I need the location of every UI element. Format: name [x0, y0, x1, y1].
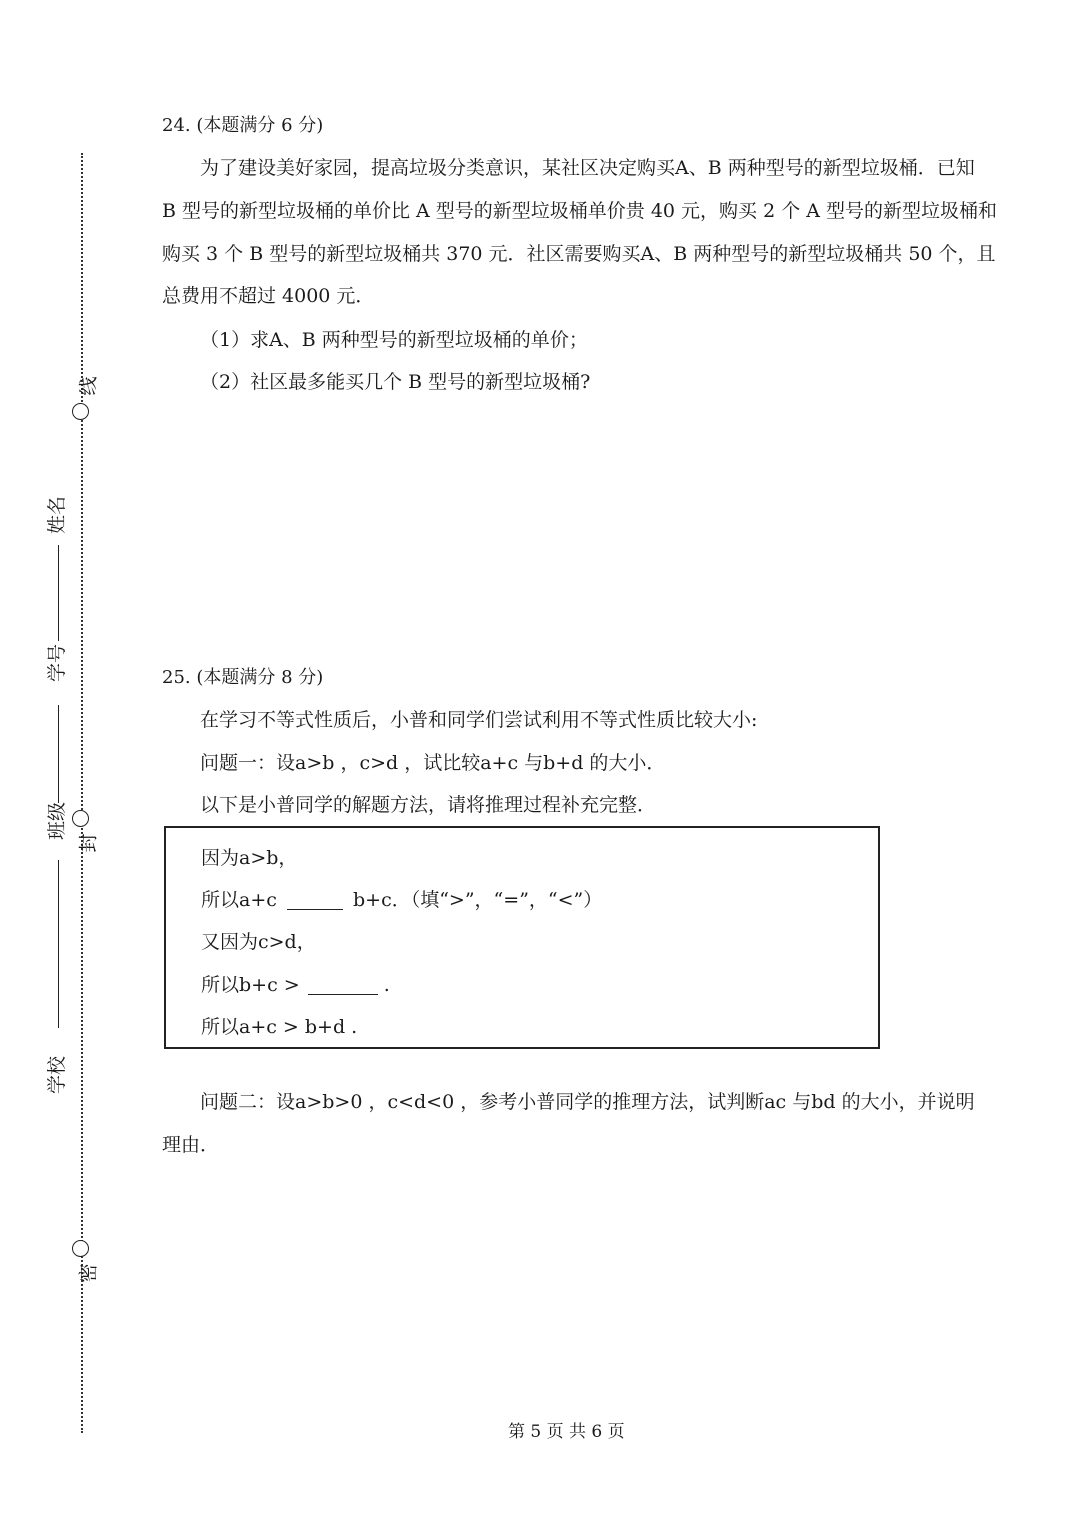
- q25-problem-2-tail: 理由．: [162, 1134, 220, 1156]
- reasoning-line-2-suffix: b+c．（填“>”，“=”，“<”）: [352, 889, 603, 911]
- margin-class-label: 班级: [46, 801, 69, 841]
- margin-number-label: 学号: [46, 643, 69, 683]
- name-fill-line: [58, 545, 59, 641]
- q24-text-line-3: 购买 3 个 B 型号的新型垃圾桶共 370 元．社区需要购买A、B 两种型号的新型垃圾桶共 50 个，且: [162, 243, 996, 265]
- line-circle-marker: [72, 403, 89, 420]
- margin-name-label: 姓名: [46, 495, 69, 535]
- margin-school-label: 学校: [46, 1055, 69, 1095]
- answer-blank-1[interactable]: [287, 891, 343, 910]
- q24-text-line-4: 总费用不超过 4000 元．: [162, 285, 375, 307]
- reasoning-line-5: 所以a+c > b+d .: [201, 1016, 358, 1038]
- q24-subquestion-2: （2）社区最多能买几个 B 型号的新型垃圾桶?: [200, 371, 591, 393]
- reasoning-line-3: 又因为c>d，: [201, 931, 316, 953]
- reasoning-line-4: [201, 973, 390, 997]
- q24-subquestion-1: （1）求A、B 两种型号的新型垃圾桶的单价；: [200, 329, 588, 351]
- q25-heading: 25. (本题满分 8 分): [162, 667, 324, 688]
- margin-secret-char: 密: [77, 1263, 100, 1283]
- class-fill-line: [58, 860, 59, 1028]
- reasoning-line-4-prefix: 所以b+c >: [201, 974, 300, 996]
- margin-line-char: 线: [77, 376, 100, 396]
- reasoning-line-2: [201, 888, 602, 912]
- secret-circle-marker: [72, 1240, 89, 1257]
- q25-problem-2: 问题二：设a>b>0 ，c<d<0 ，参考小普同学的推理方法，试判断ac 与bd 的大小，并说明: [200, 1091, 975, 1113]
- number-fill-line: [58, 705, 59, 803]
- q25-problem-1: 问题一：设a>b ，c>d ，试比较a+c 与b+d 的大小．: [200, 752, 666, 774]
- q24-heading: 24. (本题满分 6 分): [162, 115, 324, 136]
- page-footer: 第 5 页 共 6 页: [508, 1422, 625, 1442]
- q25-intro: 在学习不等式性质后，小普和同学们尝试利用不等式性质比较大小:: [200, 709, 758, 731]
- margin-seal-char: 封: [77, 833, 100, 853]
- seal-circle-marker: [72, 810, 89, 827]
- reasoning-line-2-prefix: 所以a+c: [201, 889, 277, 911]
- answer-blank-2[interactable]: [308, 976, 378, 995]
- q24-text-line-1: 为了建设美好家园，提高垃圾分类意识，某社区决定购买A、B 两种型号的新型垃圾桶．已知: [200, 157, 975, 179]
- q24-text-line-2: B 型号的新型垃圾桶的单价比 A 型号的新型垃圾桶单价贵 40 元，购买 2 个 A 型号的新型垃圾桶和: [162, 200, 998, 222]
- reasoning-box: [164, 826, 880, 1049]
- reasoning-line-4-suffix: .: [383, 974, 390, 996]
- q25-method-note: 以下是小普同学的解题方法，请将推理过程补充完整．: [200, 794, 657, 816]
- reasoning-line-1: 因为a>b，: [201, 847, 298, 869]
